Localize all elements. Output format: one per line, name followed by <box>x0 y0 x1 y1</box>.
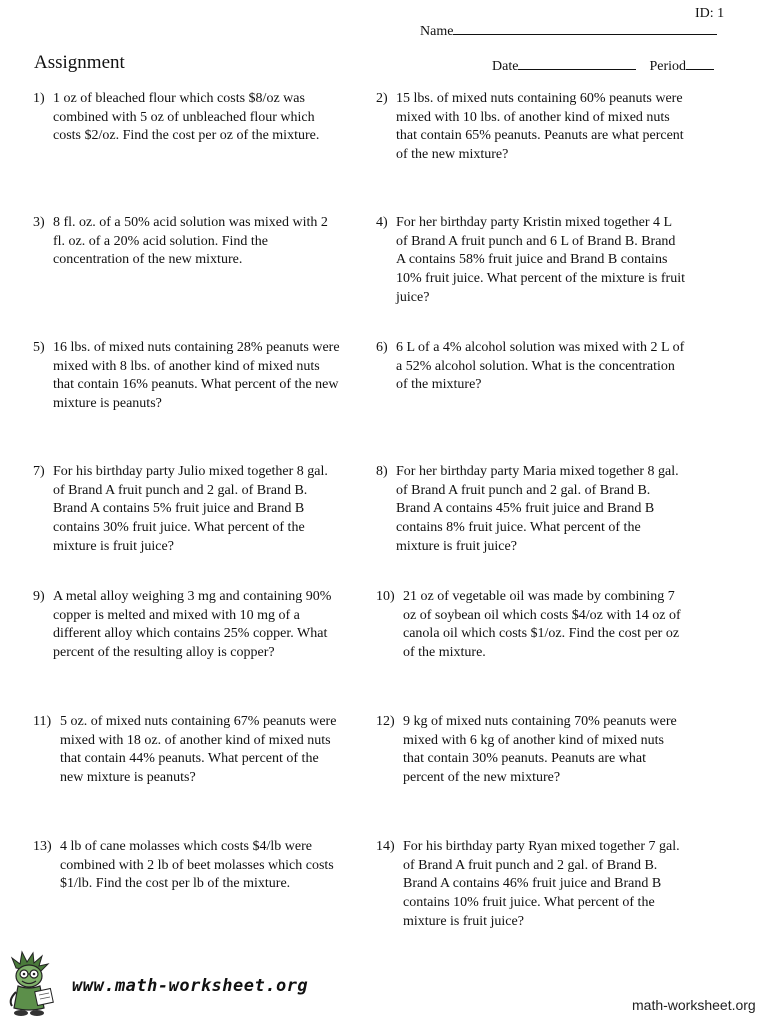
problem-number: 12) <box>376 714 395 729</box>
problem-number: 3) <box>33 215 45 230</box>
page-title: Assignment <box>34 52 125 73</box>
footer-logo-url: www.math-worksheet.org <box>72 976 309 996</box>
problem-number: 14) <box>376 839 395 854</box>
problem-4 <box>376 214 686 308</box>
name-field <box>420 21 717 40</box>
problem-11 <box>33 713 343 788</box>
date-period-field <box>492 56 714 75</box>
problem-10 <box>376 588 686 663</box>
problem-12 <box>376 713 686 788</box>
problem-text: For his birthday party Julio mixed together 8 gal. of Brand A fruit punch and 2 gal. of Brand B. Brand A contains 5% fruit juice and Brand B contains 30% fruit juice. What percent of the mixture is fruit juice? <box>53 464 328 554</box>
problem-number: 6) <box>376 340 388 355</box>
problem-1 <box>33 90 343 146</box>
problem-text: 1 oz of bleached flour which costs $8/oz was combined with 5 oz of unbleached flour which costs $2/oz. Find the cost per oz of the mixture. <box>53 91 320 144</box>
problem-number: 5) <box>33 340 45 355</box>
problem-text: 6 L of a 4% alcohol solution was mixed with 2 L of a 52% alcohol solution. What is the concentration of the mixture? <box>396 340 685 393</box>
problem-8 <box>376 463 686 557</box>
problem-text: 8 fl. oz. of a 50% acid solution was mixed with 2 fl. oz. of a 20% acid solution. Find the concentration of the new mixture. <box>53 215 328 268</box>
problem-number: 13) <box>33 839 52 854</box>
period-blank-line <box>686 56 714 70</box>
problem-number: 9) <box>33 589 45 604</box>
date-label: Date <box>492 59 519 74</box>
name-blank-line <box>453 21 717 35</box>
problem-text: For her birthday party Kristin mixed together 4 L of Brand A fruit punch and 6 L of Brand B. Brand A contains 58% fruit juice and Brand B contains 10% fruit juice. What percent of the mixture is fruit juice? <box>396 215 685 305</box>
problem-2 <box>376 90 686 165</box>
problem-text: 16 lbs. of mixed nuts containing 28% peanuts were mixed with 8 lbs. of another kind of mixed nuts that contain 16% peanuts. What percent of the new mixture is peanuts? <box>53 340 340 412</box>
problem-text: For his birthday party Ryan mixed together 7 gal. of Brand A fruit punch and 2 gal. of Brand B. Brand A contains 46% fruit juice and Brand B contains 10% fruit juice. What percent of the mixture is fruit juice? <box>403 839 680 929</box>
problem-number: 10) <box>376 589 395 604</box>
problem-number: 1) <box>33 91 45 106</box>
problem-text: 15 lbs. of mixed nuts containing 60% peanuts were mixed with 10 lbs. of another kind of mixed nuts that contain 65% peanuts. Peanuts are what percent of the new mixture? <box>396 91 684 163</box>
problem-9 <box>33 588 343 663</box>
problem-text: For her birthday party Maria mixed together 8 gal. of Brand A fruit punch and 2 gal. of Brand B. Brand A contains 45% fruit juice and Brand B contains 8% fruit juice. What percent of the mixture is fruit juice? <box>396 464 679 554</box>
problem-number: 11) <box>33 714 52 729</box>
period-label: Period <box>649 59 686 74</box>
date-blank-line <box>518 56 636 70</box>
footer-site-label: math-worksheet.org <box>632 997 756 1013</box>
problem-text: 5 oz. of mixed nuts containing 67% peanuts were mixed with 18 oz. of another kind of mixed nuts that contain 44% peanuts. What percent of the new mixture is peanuts? <box>60 714 337 786</box>
problem-number: 4) <box>376 215 388 230</box>
problem-text: 9 kg of mixed nuts containing 70% peanuts were mixed with 6 kg of another kind of mixed nuts that contain 30% peanuts. Peanuts are what percent of the new mixture? <box>403 714 677 786</box>
problem-number: 8) <box>376 464 388 479</box>
cartoon-mascot-icon <box>2 950 64 1020</box>
problem-number: 7) <box>33 464 45 479</box>
problem-number: 2) <box>376 91 388 106</box>
problem-5 <box>33 339 343 414</box>
worksheet-id: ID: 1 <box>695 6 725 21</box>
problem-text: 21 oz of vegetable oil was made by combining 7 oz of soybean oil which costs $4/oz with 14 oz of canola oil which costs $1/oz. Find the cost per oz of the mixture. <box>403 589 681 661</box>
name-label: Name <box>420 24 454 39</box>
problem-3 <box>33 214 343 270</box>
problem-14 <box>376 838 686 932</box>
problem-text: A metal alloy weighing 3 mg and containing 90% copper is melted and mixed with 10 mg of a different alloy which contains 25% copper. What percent of the resulting alloy is copper? <box>53 589 332 661</box>
problem-text: 4 lb of cane molasses which costs $4/lb were combined with 2 lb of beet molasses which costs $1/lb. Find the cost per lb of the mixture. <box>60 839 334 892</box>
problem-13 <box>33 838 343 894</box>
problem-6 <box>376 339 686 395</box>
problem-7 <box>33 463 343 557</box>
